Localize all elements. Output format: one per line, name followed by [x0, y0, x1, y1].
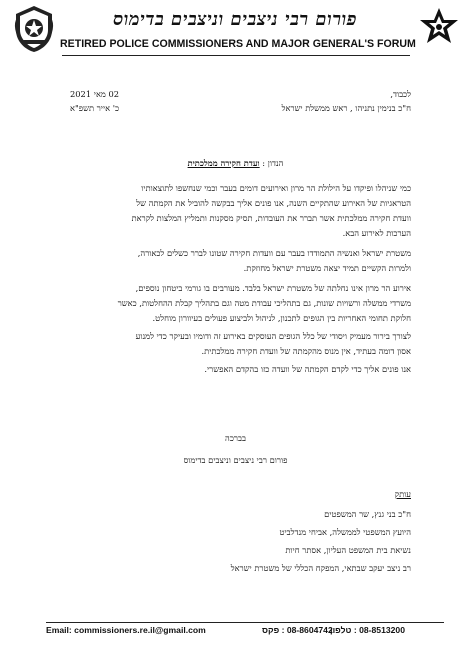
- recipient: ח"כ בנימין נתניהו , ראש ממשלת ישראל: [281, 103, 411, 113]
- cc-item: רב ניצב יעקב שבתאי, המפקח הכללי של משטרת ישראל: [230, 563, 411, 573]
- date-gregorian: 02 מאי 2021: [70, 89, 120, 99]
- body-line: משרדי ממשלה ורשויות שונות, גם בתהליכי עבודת מטה וגם בתהליך קבלת ההחלטות, כאשר: [117, 298, 411, 308]
- body-line: אירוע הר מרון אינו נחלתה של משטרת ישראל בלבד. מעורבים בו גורמי ביטחון נוספים,: [135, 283, 411, 293]
- body-line: וועדת חקירה ממלכתית אשר תברר את העובדות, תסיק מסקנות ותמליץ המלצות לקראת: [131, 213, 411, 223]
- cc-item: ח"כ בני גנץ, שר המשפטים: [324, 509, 411, 519]
- body-line: אסון דומה בעתיד, אין מנוס מהקמתה של וועדת חקירה ממלכתית.: [201, 346, 411, 356]
- footer-email: Email: commissioners.re.il@gmail.com: [46, 625, 206, 635]
- body-line: הערכות לאירוע הבא.: [342, 228, 411, 238]
- body-line: משטרת ישראל ואנשיה התמודדו בעבר עם וועדות חקירה שטונו לברר כשלים לכאורה,: [137, 248, 411, 258]
- forum-title-hebrew: פורום רבי ניצבים וניצבים בדימוס: [113, 9, 357, 30]
- police-crest-logo: [12, 4, 56, 58]
- body-line: לצורך בירור מעמיק ויסודי של כלל הגופים העוסקים באירוע זה ודומיו ובעיקר כדי למנוע: [135, 331, 411, 341]
- date-hebrew: כ' אייר תשפ"א: [70, 103, 120, 113]
- body-line: ולמרות הקשיים תמיד יצאה משטרת ישראל מחוזקת.: [243, 263, 411, 273]
- cc-item: היועץ המשפטי לממשלה, אביחי מנדלביט: [279, 527, 411, 537]
- subject-text: ועדת חקירה ממלכתית: [187, 158, 260, 168]
- forum-title-english: RETIRED POLICE COMMISSIONERS AND MAJOR GENERAL'S FORUM: [60, 38, 416, 50]
- salutation: לכבוד,: [390, 89, 411, 99]
- signature: פורום רבי ניצבים וניצבים בדימוס: [183, 455, 288, 465]
- subject-label: הנדון :: [262, 158, 284, 168]
- body-line: חלוקת תחומי האחריות בין הגופים לתכנון, לניהול ולביצוע פעולים בעיוורון מוחלט.: [152, 313, 411, 323]
- footer-fax: 08-8604742 : פקס: [262, 625, 333, 635]
- body-line: כמי שניהלו ופיקדו על הילולת הר מרון ואירועים דומים בעבר וכמי שנחשפו לתוצאותיו: [141, 183, 411, 193]
- body-line: הטראגיות של האירוע שהתקיים השנה, אנו פונים אליך בבקשה להוביל את הקמתה של: [136, 198, 411, 208]
- footer-phone: 08-8513200 : טלפון: [330, 625, 405, 635]
- cc-item: נשיאת בית המשפט העליון, אסתר חיות: [285, 545, 411, 555]
- star-emblem-logo: [416, 4, 462, 58]
- header-divider: [62, 55, 410, 56]
- subject-line: [0, 158, 471, 168]
- cc-label: עותק: [394, 489, 411, 499]
- closing: בברכה: [225, 433, 246, 443]
- body-line: אנו פונים אליך כדי לקדם הקמתה של וועדה כזו בהקדם האפשרי.: [204, 364, 411, 374]
